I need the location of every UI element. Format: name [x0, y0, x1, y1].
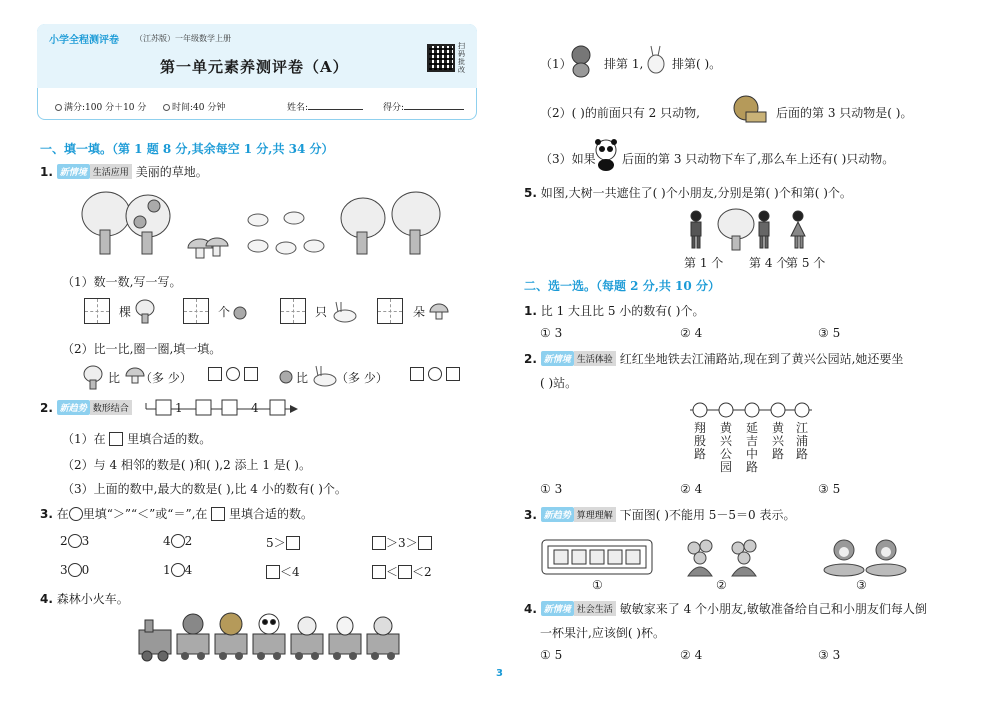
- q2-sub3: （3）上面的数中,最大的数是( ),比 4 小的数有( )个。: [62, 482, 347, 496]
- qr-code-icon[interactable]: [427, 44, 455, 72]
- q3-item: ＜4: [266, 563, 300, 580]
- q3-stem: 3. 在 里填“＞”“＜”或“＝”,在 里填合适的数。: [40, 507, 314, 521]
- answer-box: [270, 400, 285, 415]
- child-icon: [691, 211, 701, 248]
- station-label: 黄兴路: [772, 421, 785, 461]
- train-car: [291, 634, 323, 654]
- unit-label: 朵: [413, 305, 426, 319]
- unit-label: 棵: [119, 305, 132, 319]
- time-limit: 时间:40 分钟: [163, 100, 225, 113]
- subway-line: [686, 400, 816, 422]
- duck-icon: [298, 617, 316, 635]
- c4-stem: 4. 新情境 社会生活 敏敏家来了 4 个小朋友,敏敏准备给自己和小朋友们每人倒: [524, 602, 927, 616]
- q4-stem: 4. 森林小火车。: [40, 592, 129, 606]
- number-line: [140, 397, 300, 421]
- c4-stem-2: 一杯果汁,应该倒( )杯。: [540, 626, 665, 640]
- option-b[interactable]: ② 4: [680, 648, 703, 662]
- lion-icon: [732, 94, 768, 128]
- q1-sub1: （1）数一数,写一写。: [62, 275, 182, 289]
- answer-box: [222, 400, 237, 415]
- train-car: [329, 634, 361, 654]
- cubes-picture: [540, 538, 655, 576]
- rabbit-icon: [644, 44, 668, 76]
- option-c[interactable]: ③ 5: [818, 326, 841, 340]
- station-dot: [771, 403, 785, 417]
- option-c[interactable]: ③ 3: [818, 648, 841, 662]
- section-2-title: 二、选一选。（每题 2 分,共 10 分）: [524, 279, 720, 293]
- q1-sub2: （2）比一比,圈一圈,填一填。: [62, 342, 222, 356]
- tree-icon: [82, 364, 104, 390]
- answer-box[interactable]: [286, 536, 300, 550]
- train-car: [367, 634, 399, 654]
- station-dot: [693, 403, 707, 417]
- compare-word: 比: [108, 371, 121, 385]
- c2-stem-2: ( )站。: [540, 376, 578, 390]
- locomotive-icon: [139, 620, 171, 661]
- train-car: [253, 634, 285, 654]
- qr-label: 扫码批改: [458, 42, 465, 74]
- more-less-choice[interactable]: （多 少）: [140, 371, 192, 385]
- bear-icon: [568, 44, 594, 78]
- answer-box[interactable]: [372, 565, 386, 579]
- q1-stem: 1. 新情境 生活应用 美丽的草地。: [40, 165, 208, 179]
- child-label: 第 5 个: [786, 256, 826, 270]
- answer-box[interactable]: [446, 367, 460, 381]
- rabbit-icon: [337, 617, 353, 635]
- answer-box-icon: [211, 507, 225, 521]
- unit-label: 只: [315, 305, 328, 319]
- q3-item: ＜ ＜2: [372, 563, 432, 580]
- full-score: 满分:100 分＋10 分: [55, 100, 146, 113]
- mushroom-icon: [428, 300, 450, 322]
- tree-icon: [134, 298, 156, 324]
- radio-icon: [163, 104, 170, 111]
- answer-box[interactable]: [372, 536, 386, 550]
- train-car: [215, 634, 247, 654]
- tree-icon: [718, 209, 754, 250]
- compare-boxes: [208, 367, 258, 381]
- answer-box[interactable]: [208, 367, 222, 381]
- forest-train-illustration: [135, 608, 405, 663]
- option-a[interactable]: ① 5: [540, 648, 563, 662]
- monkeys-picture: [818, 536, 908, 580]
- q3-item: ＞3＞: [372, 534, 432, 551]
- answer-box[interactable]: [377, 298, 403, 324]
- q3-item: 2 3: [60, 534, 90, 548]
- pic-label: ①: [592, 578, 603, 592]
- panda-icon: [259, 614, 279, 634]
- pic-label: ③: [856, 578, 867, 592]
- answer-box[interactable]: [266, 565, 280, 579]
- q3-item: 4 2: [163, 534, 193, 548]
- station-dot: [719, 403, 733, 417]
- apple-icon: [232, 304, 248, 320]
- cat-icon: [374, 617, 392, 635]
- answer-box[interactable]: [280, 298, 306, 324]
- tree-icon: [126, 195, 170, 254]
- number-line-label: 4: [251, 401, 259, 415]
- new-context-tag: 新情境: [541, 601, 574, 616]
- r-q4-sub1c: 排第( )。: [672, 57, 722, 71]
- q3-item: 3 0: [60, 563, 90, 577]
- r-q4-sub3a: （3）如果: [540, 152, 596, 166]
- answer-box: [196, 400, 211, 415]
- pic-label: ②: [716, 578, 727, 592]
- child-icon: [791, 211, 805, 248]
- answer-box[interactable]: [418, 536, 432, 550]
- apple-icon: [278, 368, 294, 384]
- skill-tag: 生活体验: [574, 351, 616, 366]
- station-dot: [795, 403, 809, 417]
- station-label: 黄兴公园: [720, 421, 733, 474]
- panda-icon: [592, 138, 620, 172]
- child-label: 第 4 个: [749, 256, 789, 270]
- q3-item: 5＞: [266, 534, 300, 551]
- number-line-label: 1: [175, 401, 183, 415]
- tree-icon: [392, 192, 440, 254]
- section-1-title: 一、填一填。（第 1 题 8 分,其余每空 1 分,共 34 分）: [40, 142, 334, 156]
- r-q4-sub2a: （2）( )的前面只有 2 只动物,: [540, 106, 700, 120]
- q2-sub2: （2）与 4 相邻的数是( )和( ),2 添上 1 是( )。: [62, 458, 311, 472]
- rabbit-icon: [330, 300, 360, 324]
- q5-stem: 5. 如图,大树一共遮住了( )个小朋友,分别是第( )个和第( )个。: [524, 186, 852, 200]
- option-a[interactable]: ① 3: [540, 482, 563, 496]
- new-context-tag: 新情境: [541, 351, 574, 366]
- r-q4-sub1b: 排第 1,: [604, 57, 644, 71]
- new-trend-tag: 新趋势: [57, 400, 90, 415]
- station-label: 江浦路: [796, 421, 809, 461]
- station-label: 延吉中路: [746, 421, 759, 474]
- lion-icon: [220, 613, 242, 635]
- answer-box[interactable]: [244, 367, 258, 381]
- answer-box-icon: [109, 432, 123, 446]
- answer-box[interactable]: [398, 565, 412, 579]
- answer-box[interactable]: [183, 298, 209, 324]
- r-q4-sub2b: 后面的第 3 只动物是( )。: [776, 106, 913, 120]
- radio-icon: [55, 104, 62, 111]
- skill-tag: 数形结合: [90, 400, 132, 415]
- skill-tag: 社会生活: [574, 601, 616, 616]
- tree-children-illustration: [680, 206, 820, 254]
- new-trend-tag: 新趋势: [541, 507, 574, 522]
- unit-label: 个: [218, 305, 231, 319]
- station-label: 翔殷路: [694, 421, 707, 461]
- q2-stem: 2. 新趋势 数形结合: [40, 400, 136, 415]
- answer-circle[interactable]: [226, 367, 240, 381]
- score-field[interactable]: 得分:: [383, 100, 464, 113]
- c1-stem: 1. 比 1 大且比 5 小的数有( )个。: [524, 304, 705, 318]
- tree-icon: [341, 198, 385, 254]
- flowers-picture: [680, 536, 770, 578]
- mushroom-icon: [188, 238, 228, 258]
- edition: （江苏版）一年级数学上册: [135, 34, 231, 43]
- compare-boxes: [410, 367, 460, 381]
- bear-icon: [183, 614, 203, 634]
- brand: 小学全程测评卷: [49, 35, 119, 46]
- answer-circle[interactable]: [428, 367, 442, 381]
- page-title: 第一单元素养测评卷（A）: [160, 58, 349, 76]
- skill-tag: 生活应用: [90, 164, 132, 179]
- new-context-tag: 新情境: [57, 164, 90, 179]
- skill-tag: 算理理解: [574, 507, 616, 522]
- station-dot: [745, 403, 759, 417]
- child-label: 第 1 个: [684, 256, 724, 270]
- option-b[interactable]: ② 4: [680, 326, 703, 340]
- more-less-choice[interactable]: （多 少）: [336, 371, 388, 385]
- compare-word: 比: [296, 371, 309, 385]
- child-icon: [759, 211, 769, 248]
- rabbit-icon: [248, 212, 324, 254]
- option-a[interactable]: ① 3: [540, 326, 563, 340]
- train-car: [177, 634, 209, 654]
- page-number: 3: [496, 668, 503, 679]
- meadow-illustration: [78, 186, 458, 268]
- c2-stem: 2. 新情境 生活体验 红红坐地铁去江浦路站,现在到了黄兴公园站,她还要坐: [524, 352, 904, 366]
- answer-circle[interactable]: [68, 563, 82, 577]
- answer-box[interactable]: [410, 367, 424, 381]
- circle-icon: [69, 507, 83, 521]
- name-field[interactable]: 姓名:: [287, 100, 363, 113]
- q3-item: 1 4: [163, 563, 193, 577]
- option-b[interactable]: ② 4: [680, 482, 703, 496]
- option-c[interactable]: ③ 5: [818, 482, 841, 496]
- answer-box[interactable]: [84, 298, 110, 324]
- answer-box: [156, 400, 171, 415]
- answer-circle[interactable]: [68, 534, 82, 548]
- q2-sub1: （1）在 里填合适的数。: [62, 432, 212, 446]
- answer-circle[interactable]: [171, 534, 185, 548]
- r-q4-sub3b: 后面的第 3 只动物下车了,那么车上还有( )只动物。: [622, 152, 895, 166]
- r-q4-sub1: （1）: [540, 57, 572, 71]
- answer-circle[interactable]: [171, 563, 185, 577]
- tree-icon: [82, 192, 130, 254]
- c3-stem: 3. 新趋势 算理理解 下面图( )不能用 5－5＝0 表示。: [524, 508, 796, 522]
